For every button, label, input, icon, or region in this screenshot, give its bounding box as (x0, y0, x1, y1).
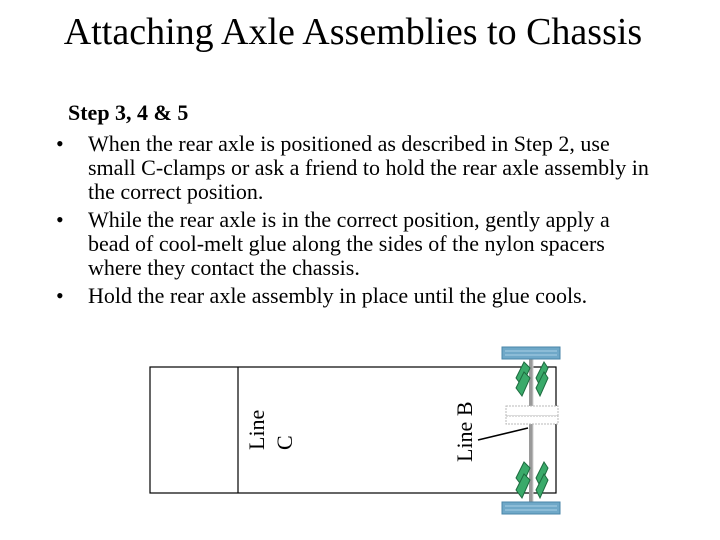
line-c-label-bottom: C (272, 435, 297, 450)
slide-title: Attaching Axle Assemblies to Chassis (63, 11, 643, 53)
bottom-wheel (502, 502, 560, 514)
bullet-text-1: When the rear axle is positioned as described in Step 2, use small C-clamps or ask a friend to hold the rear axle assembly in the correct position. (88, 131, 649, 204)
bullet-dot-icon: • (56, 207, 64, 232)
bullet-dot-icon: • (56, 131, 64, 156)
axle-mount-block (506, 406, 558, 424)
bullet-item-1 (56, 132, 656, 204)
step-heading: Step 3, 4 & 5 (68, 100, 189, 125)
line-c-label-top: Line (244, 409, 269, 450)
line-b-pointer (478, 428, 528, 440)
bullet-text-3: Hold the rear axle assembly in place until the glue cools. (88, 283, 588, 308)
bullet-item-3 (56, 284, 656, 308)
chassis-outline (150, 367, 556, 493)
bullet-item-2 (56, 208, 656, 280)
bullet-list (56, 132, 656, 312)
line-b-label: Line B (452, 401, 477, 462)
bullet-text-2: While the rear axle is in the correct position, gently apply a bead of cool-melt glue along the sides of the nylon spacers where they contact the chassis. (88, 207, 610, 280)
top-spacers (516, 362, 548, 396)
top-wheel (502, 347, 560, 359)
bullet-dot-icon: • (56, 283, 64, 308)
bottom-spacers (516, 462, 548, 498)
